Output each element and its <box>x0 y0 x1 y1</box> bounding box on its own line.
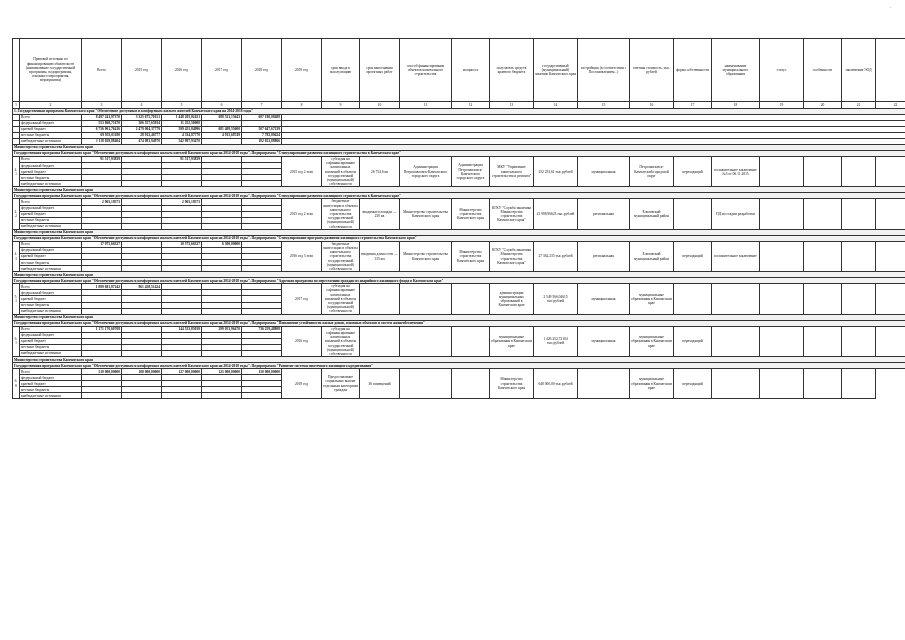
cell <box>760 369 804 399</box>
builder-cell: администрации муниципальных образований в Камчатском крае <box>490 284 534 314</box>
column-number: 8 <box>282 102 322 109</box>
amount-cell: 2 965,18573 <box>82 199 122 205</box>
power-cell: вводимая длина сети — 135 км <box>360 241 400 271</box>
amount-cell: 681 409,55600 <box>202 127 242 133</box>
customer-cell: Администрация Петропавловск-Камчатского городского округа <box>452 157 490 187</box>
header-cell: заключение ЭОД <box>842 39 876 102</box>
row-label: краевой бюджет <box>20 254 82 260</box>
mo-cell: муниципальные образования в Камчатском крае <box>630 326 674 356</box>
header-cell: форма собственности <box>674 39 712 102</box>
row-label: Всего <box>20 326 82 332</box>
amount-cell: 599 455,84996 <box>162 127 202 133</box>
amount-cell: 108 000,00000 <box>122 369 162 375</box>
mo-cell: Елизовский муниципальный район <box>630 241 674 271</box>
amount-cell <box>202 393 242 399</box>
cell <box>804 241 842 271</box>
amount-cell: 91 517,93839 <box>82 157 122 163</box>
amount-cell: 306 557,65934 <box>122 121 162 127</box>
section-title: Государственная программа Камчатского края "Обеспечение доступным и комфортным жильем жителей Камчатского края на 2014-2018 годы". Подпрограмма "Адресная программа по переселению граждан из аварийного жилищного фонда в Камчатском крае" <box>13 278 905 284</box>
cell <box>842 284 876 314</box>
amount-cell: 1 171 170,60708 <box>82 326 122 332</box>
row-label: краевой бюджет <box>20 338 82 344</box>
amount-cell: 91 517,93839 <box>162 157 202 163</box>
row-number: 6.8 <box>13 369 20 399</box>
mo-cell: муниципальные образования в Камчатском крае <box>630 369 674 399</box>
amount-cell: 736 259,48808 <box>242 326 282 332</box>
row-number: 4.1 <box>13 157 20 187</box>
header-cell: 2018 год <box>242 39 282 102</box>
builder-cell: КГКУ "Служба заказчика Министерства строительства Камчатского края" <box>490 241 534 271</box>
note-cell <box>712 369 760 399</box>
row-label: местные бюджеты <box>20 344 82 350</box>
row-label: внебюджетные источники <box>20 393 82 399</box>
row-label: внебюджетные источники <box>20 351 82 357</box>
cell <box>804 157 842 187</box>
row-label: Всего <box>20 199 82 205</box>
budget-table <box>12 38 905 399</box>
status-cell: переходящий <box>674 157 712 187</box>
row-label: Всего <box>20 115 82 121</box>
amount-cell: 1 448 205,02451 <box>162 115 202 121</box>
column-number: 18 <box>712 102 760 109</box>
section-title: Министерство строительства Камчатского края <box>13 145 905 151</box>
year-cell: 2015 год 2 этап <box>282 157 322 187</box>
cell <box>842 157 876 187</box>
amount-cell: 2 965,18573 <box>162 199 202 205</box>
status-cell: переходящий <box>674 326 712 356</box>
amount-cell: 127 000,00000 <box>162 369 202 375</box>
status-cell: переходящий <box>674 369 712 399</box>
header-cell: 2016 год <box>162 39 202 102</box>
power-cell: 26 754,6 кв <box>360 157 400 187</box>
form-cell: муниципальная <box>578 284 630 314</box>
column-number: 7 <box>242 102 282 109</box>
header-cell: 2017 год <box>202 39 242 102</box>
header-cell: Правовой источник по финансированию обязательств (наименование государственной программы, подпрограммы, основного мероприятия, мероприятия) <box>20 39 82 102</box>
cost-cell: 23 908,96623 тыс.рублей <box>534 199 578 229</box>
amount-cell: 150 000,00000 <box>242 369 282 375</box>
finance-cell: бюджетные инвестиции в объекты капитального строительства государственной (муниципальной) собственности <box>323 241 358 272</box>
recipient-cell <box>400 326 452 356</box>
amount-cell: 125 000,00000 <box>202 369 242 375</box>
mo-cell: Елизовский муниципальный район <box>630 199 674 229</box>
row-label: внебюджетные источники <box>20 266 82 272</box>
amount-cell: 1 118 029,88404 <box>82 139 122 145</box>
amount-cell: 299 053,96470 <box>202 326 242 332</box>
power-cell <box>360 326 400 356</box>
cell <box>804 284 842 314</box>
row-label: внебюджетные источники <box>20 181 82 187</box>
column-number: 2 <box>20 102 82 109</box>
column-number: 9 <box>322 102 360 109</box>
finance-cell: Предоставление социальных выплат отдельным категориям граждан <box>322 369 360 399</box>
header-cell: получатель средств краевого бюджета <box>490 39 534 102</box>
finance-cell: субсидия на софинансирование капитальных вложений в объекты государственной (муниципальной) собственности <box>322 326 360 356</box>
form-cell: муниципальная <box>578 326 630 356</box>
amount-cell: 1 889 681,87242 <box>82 284 122 290</box>
amount-cell: 3 325 675,70151 <box>122 115 162 121</box>
note-cell <box>712 284 760 314</box>
cell <box>842 369 876 399</box>
header-cell: наименование муниципального образования <box>712 39 760 102</box>
cost-cell: 2 549 566,04615 тыс.рублей <box>534 284 578 314</box>
amount-cell: 144 533,85039 <box>162 326 202 332</box>
row-label: краевой бюджет <box>20 169 82 175</box>
row-label: федеральный бюджет <box>20 205 82 211</box>
amount-cell: 688 521,15643 <box>202 115 242 121</box>
amount-cell <box>162 393 202 399</box>
column-number: 4 <box>122 102 162 109</box>
section-title: Министерство строительства Камчатского края <box>13 229 905 235</box>
builder-cell: Министерство строительства Камчатского края <box>490 369 534 399</box>
status-cell: переходящий <box>674 241 712 271</box>
row-label: местные бюджеты <box>20 133 82 139</box>
amount-cell: 4 915,68749 <box>202 133 242 139</box>
header-cell: Всего <box>82 39 122 102</box>
row-label: федеральный бюджет <box>20 332 82 338</box>
header-cell: сметная стоимость, тыс. рублей <box>630 39 674 102</box>
row-label: внебюджетные источники <box>20 139 82 145</box>
header-cell: 2015 год <box>122 39 162 102</box>
cell <box>760 284 804 314</box>
mo-cell: муниципальные образования в Камчатском крае <box>630 284 674 314</box>
row-label: краевой бюджет <box>20 381 82 387</box>
amount-cell: 961 458,51424 <box>122 284 162 290</box>
column-number: 16 <box>630 102 674 109</box>
year-cell: 2018 год <box>282 369 322 399</box>
form-cell: муниципальная <box>578 157 630 187</box>
column-number: 6 <box>202 102 242 109</box>
cell <box>760 199 804 229</box>
header-cell: мощность <box>452 39 490 102</box>
page-mark: . <box>889 4 891 10</box>
column-number: 10 <box>360 102 400 109</box>
amount-cell: 102 652,88866 <box>242 139 282 145</box>
header-cell <box>876 39 905 102</box>
cell <box>804 199 842 229</box>
cell <box>760 326 804 356</box>
amount-cell: 510 000,00000 <box>82 369 122 375</box>
section-title: Государственная программа Камчатского края "Обеспечение доступным и комфортным жильем жителей Камчатского края на 2014-2018 годы". Подпрограмма "Стимулирование программ развития жилищного строительства Камчатского края" <box>13 235 905 241</box>
power-cell: 36 помещений <box>360 369 400 399</box>
status-cell <box>674 199 712 229</box>
builder-cell: МКУ "Управление капитального строительства и ремонта" <box>490 157 534 187</box>
amount-cell: 7 782,89424 <box>242 133 282 139</box>
cell <box>804 326 842 356</box>
cost-cell: 1 426 252,72104 тыс.рублей <box>534 326 578 356</box>
amount-cell: 507 647,67239 <box>242 127 282 133</box>
column-number: 21 <box>842 102 876 109</box>
header-blank <box>13 39 20 102</box>
section-title: Государственная программа Камчатского края "Обеспечение доступным и комфортным жильем жителей Камчатского края на 2014-2018 годы". Подпрограмма "Повышение устойчивости жилых домов, основных объектов и систем жизнеобеспечения" <box>13 320 905 326</box>
row-number: 6.1 <box>13 326 20 356</box>
column-number: 15 <box>578 102 630 109</box>
row-label: внебюджетные источники <box>20 308 82 314</box>
power-cell <box>360 284 400 314</box>
amount-cell <box>122 393 162 399</box>
column-number-row <box>13 102 905 109</box>
section-title: Министерство строительства Камчатского края <box>13 357 905 363</box>
cost-cell: 27 362,235 тыс.рублей <box>534 241 578 271</box>
row-label: федеральный бюджет <box>20 247 82 253</box>
note-cell: положительное заключение №3 от 06.11.2015 <box>712 157 760 187</box>
column-number: 11 <box>400 102 452 109</box>
column-number: 13 <box>490 102 534 109</box>
section-title: Государственная программа Камчатского края "Обеспечение доступным и комфортным жильем жителей Камчатского края на 2014-2018 годы". Подпрограмма "Стимулирование развития жилищного строительства в Камчатском крае" <box>13 193 905 199</box>
row-label: местные бюджеты <box>20 217 82 223</box>
customer-cell: Министерство строительства Камчатского края <box>452 241 490 271</box>
customer-cell <box>452 369 490 399</box>
recipient-cell <box>400 369 452 399</box>
row-label: федеральный бюджет <box>20 163 82 169</box>
column-number: 1 <box>13 102 20 109</box>
header-cell: срок выполнения проектных работ <box>360 39 400 102</box>
recipient-cell: Администрация Петропавловск-Камчатского городского округа <box>400 157 452 187</box>
customer-cell: Министерство строительства Камчатского края <box>452 199 490 229</box>
amount-cell <box>82 393 122 399</box>
row-label: Всего <box>20 157 82 163</box>
row-number: 4.3 <box>13 241 20 271</box>
year-cell: 2017 год <box>282 284 322 314</box>
customer-cell <box>452 326 490 356</box>
header-cell: срок ввода в эксплуатацию <box>322 39 360 102</box>
row-label: местные бюджеты <box>20 175 82 181</box>
amount-cell: 17 075,66327 <box>82 241 122 247</box>
power-cell: вводимые площади — 230 кв <box>360 199 400 229</box>
amount-cell: 474 081,94970 <box>122 139 162 145</box>
cell <box>842 326 876 356</box>
row-label: краевой бюджет <box>20 127 82 133</box>
cell <box>760 241 804 271</box>
column-number: 17 <box>674 102 712 109</box>
row-label: Всего <box>20 241 82 247</box>
cell <box>760 157 804 187</box>
column-number: 14 <box>534 102 578 109</box>
row-label: федеральный бюджет <box>20 121 82 127</box>
row-number: 5.1 <box>13 284 20 314</box>
status-cell <box>674 284 712 314</box>
year-cell: 2016 год 3 этап <box>282 241 322 271</box>
note-cell <box>712 326 760 356</box>
cell <box>842 241 876 271</box>
section-title: 1. Государственная программа Камчатского края "Обеспечение доступным и комфортным жильем жителей Камчатского края на 2014-2018 годы" <box>13 109 905 115</box>
year-cell: 2016 год <box>282 326 322 356</box>
row-label: краевой бюджет <box>20 211 82 217</box>
amount-cell: 69 053,01180 <box>82 133 122 139</box>
header-cell: способ финансирования объектов капитального строительства <box>400 39 452 102</box>
customer-cell <box>452 284 490 314</box>
budget-table-sheet <box>12 38 898 586</box>
column-number: 3 <box>82 102 122 109</box>
cost-cell: 252 253,61 тыс.рублей <box>534 157 578 187</box>
column-number: 5 <box>162 102 202 109</box>
section-title: Министерство строительства Камчатского края <box>13 272 905 278</box>
row-label: краевой бюджет <box>20 296 82 302</box>
mo-cell: Петропавловск-Камчатский городской округ <box>630 157 674 187</box>
year-cell: 2015 год 2 этап <box>282 199 322 229</box>
row-label: местные бюджеты <box>20 260 82 266</box>
amount-cell: 8 497 241,97370 <box>82 115 122 121</box>
section-title: Государственная программа Камчатского края "Обеспечение доступным и комфортным жильем жителей Камчатского края на 2014-2018 годы". Подпрограмма "Стимулирование развития жилищного строительства в Камчатском крае" <box>13 151 905 157</box>
finance-cell: субсидия на софинансирование капитальных вложений в объекты государственной (муниципальной) собственности <box>322 157 360 187</box>
amount-cell: 542 997,93470 <box>162 139 202 145</box>
note-cell: положительное заключение <box>712 241 760 271</box>
amount-cell: 11 252,50000 <box>162 121 202 127</box>
amount-cell: 28 912,46777 <box>122 133 162 139</box>
header-cell: государственный (муниципальный) заказчик Камчатского края <box>534 39 578 102</box>
cell <box>804 369 842 399</box>
column-number: 20 <box>804 102 842 109</box>
cell <box>842 199 876 229</box>
cost-cell: 648 000,00 тыс.рублей <box>534 369 578 399</box>
row-label: Всего <box>20 369 82 375</box>
form-cell: региональная <box>578 241 630 271</box>
section-title: Министерство строительства Камчатского края <box>13 187 905 193</box>
column-number: 19 <box>760 102 804 109</box>
amount-cell: 4 334,87770 <box>162 133 202 139</box>
header-cell: 2019 год <box>282 39 322 102</box>
form-cell <box>578 369 630 399</box>
recipient-cell: Министерство строительства Камчатского края <box>400 241 452 271</box>
column-number: 12 <box>452 102 490 109</box>
builder-cell: муниципальные образования в Камчатском крае <box>490 326 534 356</box>
recipient-cell <box>400 284 452 314</box>
amount-cell: 2 479 004,37779 <box>122 127 162 133</box>
finance-cell: бюджетные инвестиции в объекты капитального строительства государственной (муниципальной) собственности <box>323 199 358 229</box>
row-label: местные бюджеты <box>20 387 82 393</box>
header-row <box>13 39 905 102</box>
header-cell: застройщик (в соответствии с Постановлением...) <box>578 39 630 102</box>
form-cell: региональная <box>578 199 630 229</box>
row-label: внебюджетные источники <box>20 223 82 229</box>
row-label: Всего <box>20 284 82 290</box>
builder-cell: КГКУ "Служба заказчика Министерства строительства Камчатского края" <box>490 199 534 229</box>
row-number: 4.2 <box>13 199 20 229</box>
section-title: Государственная программа Камчатского края "Обеспечение доступным и комфортным жильем жителей Камчатского края на 2014-2018 годы". Подпрограмма "Развитие системы ипотечного жилищного кредитования" <box>13 363 905 369</box>
section-title: Министерство строительства Камчатского края <box>13 314 905 320</box>
amount-cell <box>242 393 282 399</box>
amount-cell: 10 575,66327 <box>162 241 202 247</box>
column-number: 22 <box>876 102 905 109</box>
row-label: федеральный бюджет <box>20 375 82 381</box>
header-cell: статус <box>760 39 804 102</box>
header-cell: особенности <box>804 39 842 102</box>
row-label: местные бюджеты <box>20 302 82 308</box>
amount-cell: 553 868,71670 <box>82 121 122 127</box>
amount-cell: 607 180,08488 <box>242 115 282 121</box>
recipient-cell: Министерство строительства Камчатского края <box>400 199 452 229</box>
note-cell: ПД на стадии разработки <box>712 199 760 229</box>
amount-cell: 6 500,00000 <box>202 241 242 247</box>
amount-cell: 6 756 961,76416 <box>82 127 122 133</box>
row-label: федеральный бюджет <box>20 290 82 296</box>
finance-cell: субсидия на софинансирование капитальных вложений в объекты государственной (муниципальной) собственности <box>322 284 360 314</box>
